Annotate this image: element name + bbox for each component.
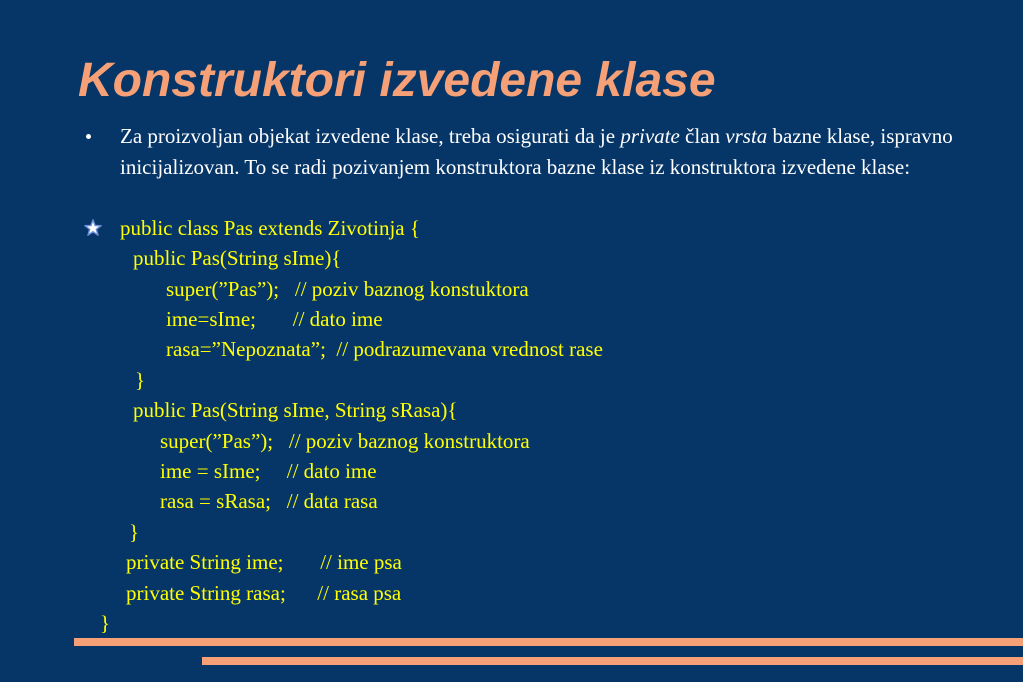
bullet-paragraph bbox=[120, 121, 980, 182]
code-line: super(”Pas”); // poziv baznog konstruktora bbox=[160, 429, 530, 453]
decoration-bar-top bbox=[74, 638, 1023, 646]
code-line: ime=sIme; // dato ime bbox=[166, 307, 383, 331]
bullet-text-part-3: bazne klase, ispravno inicijalizovan. To se radi pozivanjem konstruktora bazne klase iz konstruktora izvedene klase: bbox=[120, 124, 953, 179]
code-line: public Pas(String sIme, String sRasa){ bbox=[133, 398, 458, 422]
star-bullet-icon bbox=[84, 219, 102, 237]
code-line: public class Pas extends Zivotinja { bbox=[120, 216, 420, 240]
bullet-text-part-1: Za proizvoljan objekat izvedene klase, treba osigurati da je bbox=[120, 124, 621, 148]
code-line: private String ime; // ime psa bbox=[126, 550, 402, 574]
code-line: rasa = sRasa; // data rasa bbox=[160, 489, 378, 513]
bullet-dot-icon bbox=[86, 134, 91, 139]
code-line: } bbox=[129, 520, 140, 544]
code-line: super(”Pas”); // poziv baznog konstuktora bbox=[166, 277, 529, 301]
code-line: rasa=”Nepoznata”; // podrazumevana vrednost rase bbox=[166, 337, 603, 361]
code-line: } bbox=[135, 368, 146, 392]
code-line: public Pas(String sIme){ bbox=[133, 246, 342, 270]
bullet-italic-private: private bbox=[620, 124, 680, 148]
code-line: ime = sIme; // dato ime bbox=[160, 459, 377, 483]
bullet-text-part-2: član bbox=[679, 124, 726, 148]
code-line: } bbox=[100, 611, 111, 635]
code-line: private String rasa; // rasa psa bbox=[126, 581, 402, 605]
decoration-bar-bottom bbox=[202, 657, 1023, 665]
slide-title: Konstruktori izvedene klase bbox=[78, 54, 716, 107]
bullet-italic-vrsta: vrsta bbox=[725, 124, 768, 148]
